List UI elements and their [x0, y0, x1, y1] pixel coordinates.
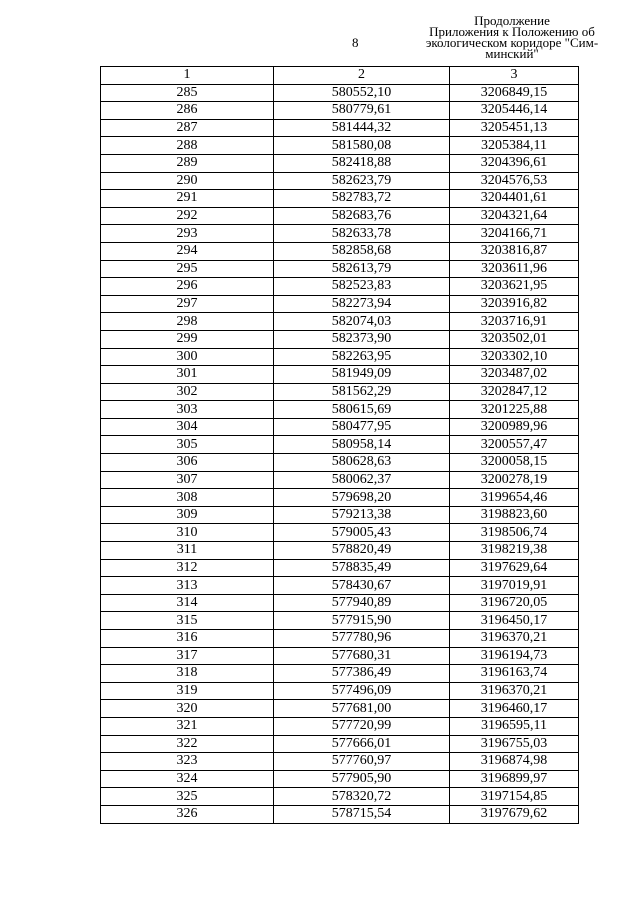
table-row	[101, 436, 579, 454]
table-row	[101, 665, 579, 683]
cell-y-coordinate: 3204576,53	[450, 172, 579, 190]
cell-y-coordinate: 3203716,91	[450, 313, 579, 331]
cell-y-coordinate: 3205384,11	[450, 137, 579, 155]
cell-x-coordinate: 577905,90	[274, 770, 450, 788]
cell-point-number: 322	[101, 735, 274, 753]
table-row	[101, 366, 579, 384]
cell-point-number: 287	[101, 119, 274, 137]
cell-x-coordinate: 582373,90	[274, 330, 450, 348]
table-row	[101, 753, 579, 771]
cell-y-coordinate: 3196899,97	[450, 770, 579, 788]
cell-x-coordinate: 582418,88	[274, 154, 450, 172]
table-row	[101, 190, 579, 208]
cell-point-number: 305	[101, 436, 274, 454]
cell-x-coordinate: 577780,96	[274, 630, 450, 648]
cell-x-coordinate: 582633,78	[274, 225, 450, 243]
cell-x-coordinate: 582074,03	[274, 313, 450, 331]
cell-y-coordinate: 3203502,01	[450, 330, 579, 348]
cell-y-coordinate: 3205446,14	[450, 102, 579, 120]
column-header-point-number: 1	[101, 67, 274, 85]
table-row	[101, 418, 579, 436]
table-row	[101, 260, 579, 278]
table-row	[101, 348, 579, 366]
cell-y-coordinate: 3198823,60	[450, 506, 579, 524]
cell-point-number: 297	[101, 295, 274, 313]
cell-point-number: 289	[101, 154, 274, 172]
table-row	[101, 682, 579, 700]
cell-x-coordinate: 578820,49	[274, 542, 450, 560]
cell-point-number: 301	[101, 366, 274, 384]
cell-point-number: 310	[101, 524, 274, 542]
cell-y-coordinate: 3203816,87	[450, 242, 579, 260]
cell-x-coordinate: 577680,31	[274, 647, 450, 665]
table-row	[101, 225, 579, 243]
cell-x-coordinate: 580062,37	[274, 471, 450, 489]
cell-x-coordinate: 582623,79	[274, 172, 450, 190]
table-row	[101, 630, 579, 648]
cell-y-coordinate: 3196194,73	[450, 647, 579, 665]
table-header-row	[101, 67, 579, 85]
cell-x-coordinate: 577496,09	[274, 682, 450, 700]
cell-point-number: 325	[101, 788, 274, 806]
cell-y-coordinate: 3196370,21	[450, 630, 579, 648]
cell-x-coordinate: 582783,72	[274, 190, 450, 208]
cell-x-coordinate: 579213,38	[274, 506, 450, 524]
table-row	[101, 717, 579, 735]
header-line: Продолжение	[474, 13, 550, 28]
cell-y-coordinate: 3197629,64	[450, 559, 579, 577]
cell-point-number: 317	[101, 647, 274, 665]
cell-point-number: 295	[101, 260, 274, 278]
cell-point-number: 314	[101, 594, 274, 612]
cell-point-number: 298	[101, 313, 274, 331]
cell-point-number: 285	[101, 84, 274, 102]
table-row	[101, 278, 579, 296]
table-row	[101, 119, 579, 137]
cell-y-coordinate: 3197154,85	[450, 788, 579, 806]
cell-y-coordinate: 3203621,95	[450, 278, 579, 296]
cell-x-coordinate: 582273,94	[274, 295, 450, 313]
cell-x-coordinate: 580628,63	[274, 454, 450, 472]
table-row	[101, 559, 579, 577]
table-row	[101, 295, 579, 313]
cell-point-number: 320	[101, 700, 274, 718]
cell-x-coordinate: 582263,95	[274, 348, 450, 366]
cell-y-coordinate: 3200989,96	[450, 418, 579, 436]
cell-x-coordinate: 581444,32	[274, 119, 450, 137]
cell-point-number: 293	[101, 225, 274, 243]
cell-y-coordinate: 3200278,19	[450, 471, 579, 489]
cell-point-number: 307	[101, 471, 274, 489]
cell-point-number: 300	[101, 348, 274, 366]
table-row	[101, 770, 579, 788]
cell-y-coordinate: 3196460,17	[450, 700, 579, 718]
cell-point-number: 323	[101, 753, 274, 771]
header-line: Приложения к Положению об	[429, 24, 595, 39]
cell-x-coordinate: 577720,99	[274, 717, 450, 735]
cell-point-number: 315	[101, 612, 274, 630]
cell-y-coordinate: 3197679,62	[450, 805, 579, 823]
cell-point-number: 313	[101, 577, 274, 595]
cell-point-number: 324	[101, 770, 274, 788]
cell-x-coordinate: 580615,69	[274, 401, 450, 419]
cell-x-coordinate: 577940,89	[274, 594, 450, 612]
cell-point-number: 319	[101, 682, 274, 700]
cell-y-coordinate: 3197019,91	[450, 577, 579, 595]
table-row	[101, 612, 579, 630]
cell-point-number: 309	[101, 506, 274, 524]
cell-x-coordinate: 582613,79	[274, 260, 450, 278]
cell-point-number: 292	[101, 207, 274, 225]
cell-x-coordinate: 580552,10	[274, 84, 450, 102]
cell-x-coordinate: 581580,08	[274, 137, 450, 155]
table-row	[101, 542, 579, 560]
cell-point-number: 312	[101, 559, 274, 577]
cell-y-coordinate: 3204321,64	[450, 207, 579, 225]
appendix-header-note	[412, 15, 612, 59]
coordinates-table	[100, 66, 579, 824]
header-line: экологическом коридоре "Сим-	[425, 35, 599, 50]
cell-point-number: 302	[101, 383, 274, 401]
cell-x-coordinate: 578430,67	[274, 577, 450, 595]
table-row	[101, 242, 579, 260]
cell-y-coordinate: 3203611,96	[450, 260, 579, 278]
table-row	[101, 524, 579, 542]
cell-point-number: 299	[101, 330, 274, 348]
cell-x-coordinate: 580958,14	[274, 436, 450, 454]
column-header-x: 2	[274, 67, 450, 85]
table-row	[101, 594, 579, 612]
table-row	[101, 84, 579, 102]
cell-point-number: 286	[101, 102, 274, 120]
cell-x-coordinate: 579698,20	[274, 489, 450, 507]
cell-y-coordinate: 3196755,03	[450, 735, 579, 753]
cell-x-coordinate: 580779,61	[274, 102, 450, 120]
cell-x-coordinate: 579005,43	[274, 524, 450, 542]
cell-y-coordinate: 3196720,05	[450, 594, 579, 612]
cell-x-coordinate: 582683,76	[274, 207, 450, 225]
cell-point-number: 308	[101, 489, 274, 507]
cell-point-number: 288	[101, 137, 274, 155]
cell-y-coordinate: 3204396,61	[450, 154, 579, 172]
table-row	[101, 735, 579, 753]
table-row	[101, 506, 579, 524]
cell-x-coordinate: 582858,68	[274, 242, 450, 260]
cell-point-number: 290	[101, 172, 274, 190]
cell-point-number: 296	[101, 278, 274, 296]
table-row	[101, 313, 579, 331]
table-row	[101, 700, 579, 718]
cell-point-number: 306	[101, 454, 274, 472]
cell-x-coordinate: 577915,90	[274, 612, 450, 630]
table-body	[101, 84, 579, 823]
table-row	[101, 471, 579, 489]
cell-x-coordinate: 577760,97	[274, 753, 450, 771]
cell-point-number: 326	[101, 805, 274, 823]
cell-y-coordinate: 3199654,46	[450, 489, 579, 507]
cell-point-number: 318	[101, 665, 274, 683]
table-row	[101, 454, 579, 472]
cell-x-coordinate: 582523,83	[274, 278, 450, 296]
cell-point-number: 303	[101, 401, 274, 419]
cell-point-number: 294	[101, 242, 274, 260]
cell-y-coordinate: 3204401,61	[450, 190, 579, 208]
cell-x-coordinate: 580477,95	[274, 418, 450, 436]
table-row	[101, 401, 579, 419]
table-row	[101, 207, 579, 225]
table-row	[101, 647, 579, 665]
cell-y-coordinate: 3196874,98	[450, 753, 579, 771]
table-row	[101, 154, 579, 172]
cell-x-coordinate: 577386,49	[274, 665, 450, 683]
cell-point-number: 291	[101, 190, 274, 208]
cell-y-coordinate: 3196163,74	[450, 665, 579, 683]
cell-y-coordinate: 3196595,11	[450, 717, 579, 735]
cell-x-coordinate: 581562,29	[274, 383, 450, 401]
table-row	[101, 137, 579, 155]
cell-point-number: 321	[101, 717, 274, 735]
column-header-y: 3	[450, 67, 579, 85]
cell-point-number: 304	[101, 418, 274, 436]
cell-y-coordinate: 3198219,38	[450, 542, 579, 560]
table-row	[101, 489, 579, 507]
cell-y-coordinate: 3200058,15	[450, 454, 579, 472]
cell-y-coordinate: 3200557,47	[450, 436, 579, 454]
cell-point-number: 316	[101, 630, 274, 648]
page-number: 8	[352, 35, 359, 50]
table-row	[101, 383, 579, 401]
table-row	[101, 102, 579, 120]
header-line: минский"	[485, 46, 539, 61]
cell-y-coordinate: 3203916,82	[450, 295, 579, 313]
cell-y-coordinate: 3196450,17	[450, 612, 579, 630]
cell-y-coordinate: 3205451,13	[450, 119, 579, 137]
table-row	[101, 788, 579, 806]
cell-x-coordinate: 577666,01	[274, 735, 450, 753]
cell-y-coordinate: 3206849,15	[450, 84, 579, 102]
table-row	[101, 330, 579, 348]
cell-y-coordinate: 3203302,10	[450, 348, 579, 366]
table-row	[101, 577, 579, 595]
cell-x-coordinate: 578715,54	[274, 805, 450, 823]
cell-x-coordinate: 578835,49	[274, 559, 450, 577]
cell-x-coordinate: 577681,00	[274, 700, 450, 718]
cell-y-coordinate: 3203487,02	[450, 366, 579, 384]
cell-point-number: 311	[101, 542, 274, 560]
cell-y-coordinate: 3196370,21	[450, 682, 579, 700]
table-row	[101, 172, 579, 190]
cell-x-coordinate: 578320,72	[274, 788, 450, 806]
table-row	[101, 805, 579, 823]
cell-y-coordinate: 3204166,71	[450, 225, 579, 243]
cell-y-coordinate: 3201225,88	[450, 401, 579, 419]
cell-y-coordinate: 3198506,74	[450, 524, 579, 542]
cell-x-coordinate: 581949,09	[274, 366, 450, 384]
cell-y-coordinate: 3202847,12	[450, 383, 579, 401]
